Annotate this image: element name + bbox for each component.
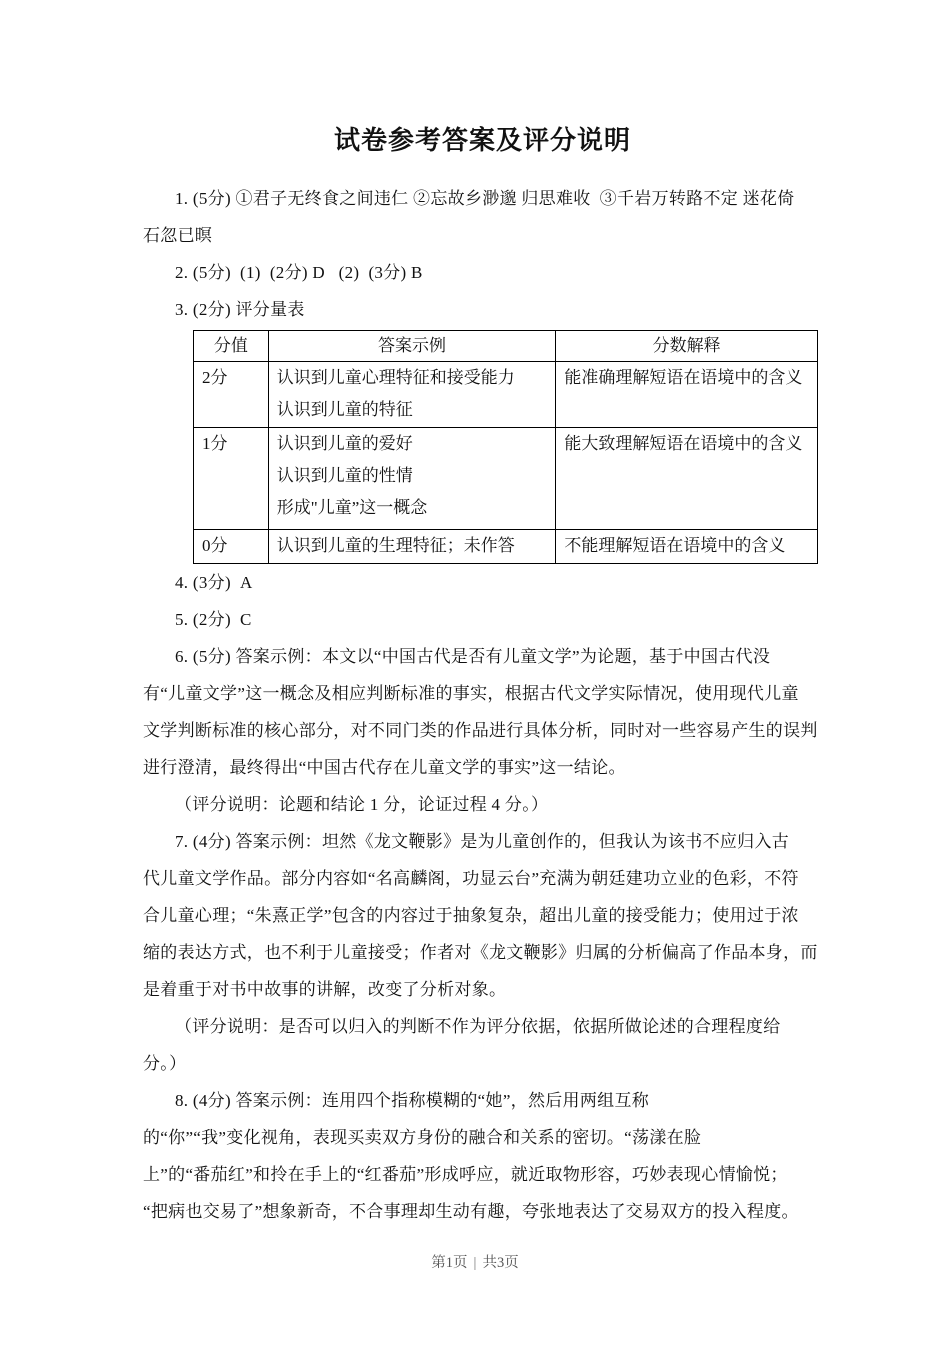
answer-item-6-line-4: 进行澄清，最终得出“中国古代存在儿童文学的事实”这一结论。: [143, 758, 626, 777]
table-cell-examples: [268, 530, 556, 564]
score-value: 2分: [202, 368, 228, 387]
answer-item-4: 4. (3分) A: [175, 573, 253, 592]
answer-item-7-line-1: 7. (4分) 答案示例：坦然《龙文鞭影》是为儿童创作的，但我认为该书不应归入古: [175, 832, 790, 851]
example-line: 认识到儿童心理特征和接受能力: [276, 368, 515, 387]
table-cell-interpretation: [556, 428, 818, 530]
answer-item-6-line-1: 6. (5分) 答案示例：本文以“中国古代是否有儿童文学”为论题，基于中国古代没: [175, 647, 771, 666]
example-line: 认识到儿童的生理特征；未作答: [276, 536, 515, 555]
answer-item-8-line-4: “把病也交易了”想象新奇，不合事理却生动有趣，夸张地表达了交易双方的投入程度。: [143, 1202, 799, 1221]
table-cell-examples: [268, 428, 556, 530]
example-line: 认识到儿童的性情: [276, 466, 413, 485]
score-value: 0分: [202, 536, 228, 555]
answer-item-7-line-5: 是着重于对书中故事的讲解，改变了分析对象。: [143, 980, 507, 999]
example-line: 认识到儿童的爱好: [276, 434, 413, 453]
answer-item-6-line-2: 有“儿童文学”这一概念及相应判断标准的事实，根据古代文学实际情况，使用现代儿童: [143, 684, 799, 703]
page-total-label: 共3页: [482, 1255, 519, 1271]
interpretation-line: 能大致理解短语在语境中的含义: [564, 434, 803, 453]
table-header-example: 答案示例: [268, 331, 556, 362]
answer-item-1-line-2: 石忽已暝: [143, 226, 213, 245]
page-number-label: 第1页: [431, 1255, 468, 1271]
answer-item-7-line-3: 合儿童心理；“朱熹正学”包含的内容过于抽象复杂，超出儿童的接受能力；使用过于浓: [143, 906, 799, 925]
page-title: 试卷参考答案及评分说明: [333, 126, 631, 155]
answer-item-8-line-1: 8. (4分) 答案示例：连用四个指称模糊的“她”，然后用两组互称: [175, 1091, 650, 1110]
answer-item-8-line-2: 的“你”“我”变化视角，表现买卖双方身份的融合和关系的密切。“荡漾在脸: [143, 1128, 702, 1147]
scoring-rubric-table: [193, 330, 818, 564]
table-header-row: [194, 331, 818, 362]
score-value: 1分: [202, 434, 228, 453]
answer-item-8-line-3: 上”的“番茄红”和拎在手上的“红番茄”形成呼应，就近取物形容，巧妙表现心情愉悦；: [143, 1165, 788, 1184]
example-line: 形成"儿童”这一概念: [276, 498, 428, 517]
answer-item-7-scoring-note-line-2: 分。）: [143, 1054, 187, 1073]
table-header-interpretation: 分数解释: [556, 331, 818, 362]
page-footer: [0, 1252, 950, 1274]
interpretation-line: 能准确理解短语在语境中的含义: [564, 368, 803, 387]
table-row: [194, 362, 818, 428]
example-line: 认识到儿童的特征: [276, 400, 413, 419]
table-cell-interpretation: [556, 362, 818, 428]
interpretation-line: 不能理解短语在语境中的含义: [564, 536, 786, 555]
table-row: [194, 530, 818, 564]
answer-item-3: 3. (2分) 评分量表: [175, 300, 305, 319]
table-row: [194, 428, 818, 530]
table-cell-score: [194, 362, 269, 428]
answer-item-7-scoring-note-line-1: （评分说明：是否可以归入的判断不作为评分依据，依据所做论述的合理程度给: [175, 1017, 781, 1036]
answer-item-1-line-1: 1. (5分) ①君子无终食之间违仁 ②忘故乡渺邈 归思难收 ③千岩万转路不定 迷花倚: [175, 189, 795, 208]
table-cell-score: [194, 530, 269, 564]
table-cell-score: [194, 428, 269, 530]
answer-item-6-scoring-note: （评分说明：论题和结论 1 分，论证过程 4 分。）: [175, 795, 549, 814]
footer-separator: |: [473, 1255, 477, 1271]
answer-item-7-line-4: 缩的表达方式，也不利于儿童接受；作者对《龙文鞭影》归属的分析偏高了作品本身，而: [143, 943, 818, 962]
table-header-score: 分值: [194, 331, 269, 362]
answer-item-5: 5. (2分) C: [175, 610, 252, 629]
answer-item-2: 2. (5分) (1) (2分) D (2) (3分) B: [175, 263, 423, 282]
answer-item-6-line-3: 文学判断标准的核心部分，对不同门类的作品进行具体分析，同时对一些容易产生的误判: [143, 721, 818, 740]
table-cell-interpretation: [556, 530, 818, 564]
answer-item-7-line-2: 代儿童文学作品。部分内容如“名高麟阁，功显云台”充满为朝廷建功立业的色彩，不符: [143, 869, 799, 888]
table-cell-examples: [268, 362, 556, 428]
